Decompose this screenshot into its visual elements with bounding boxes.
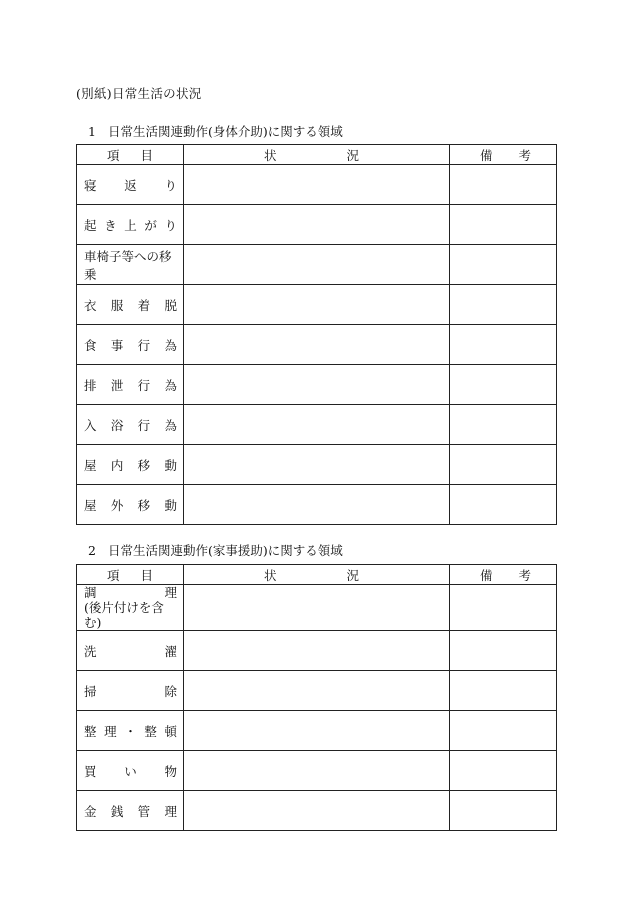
item-label-cell (77, 245, 184, 285)
item-cell-cooking: 調 理 (後片付けを含む) (77, 585, 184, 631)
item-label: 寝 返 り (84, 177, 177, 193)
section-1-number: 1 (88, 124, 96, 139)
table-row (77, 285, 557, 325)
item-label: 買 い 物 (84, 763, 177, 779)
status-cell[interactable] (184, 165, 450, 205)
table-row (77, 671, 557, 711)
section-1-heading (88, 122, 343, 140)
table-row (77, 751, 557, 791)
note-cell[interactable] (450, 405, 557, 445)
header-item: 項 目 (77, 565, 184, 585)
note-cell[interactable] (450, 365, 557, 405)
section-2-title: 日常生活関連動作(家事援助)に関する領域 (108, 543, 343, 558)
header-status: 状 況 (184, 565, 450, 585)
item-label-cell (77, 405, 184, 445)
note-cell[interactable] (450, 485, 557, 525)
table-row (77, 445, 557, 485)
note-cell[interactable] (450, 671, 557, 711)
table-row (77, 245, 557, 285)
item-label-cell (77, 445, 184, 485)
header-status: 状 況 (184, 145, 450, 165)
status-cell[interactable] (184, 405, 450, 445)
header-note: 備 考 (450, 565, 557, 585)
status-cell[interactable] (184, 585, 450, 631)
table-row (77, 165, 557, 205)
table-row (77, 585, 557, 631)
item-label-cell (77, 165, 184, 205)
item-label: 掃 除 (84, 683, 177, 699)
note-cell[interactable] (450, 205, 557, 245)
item-label-cell (77, 365, 184, 405)
item-label: 入 浴 行 為 (84, 417, 177, 433)
table-row (77, 205, 557, 245)
note-cell[interactable] (450, 751, 557, 791)
table-row (77, 485, 557, 525)
status-cell[interactable] (184, 791, 450, 831)
item-label: 車椅子等への移乗 (84, 248, 172, 282)
status-cell[interactable] (184, 245, 450, 285)
note-cell[interactable] (450, 791, 557, 831)
note-cell[interactable] (450, 711, 557, 751)
section-2-number: 2 (88, 543, 96, 558)
status-cell[interactable] (184, 631, 450, 671)
note-cell[interactable] (450, 585, 557, 631)
table-row (77, 405, 557, 445)
status-cell[interactable] (184, 205, 450, 245)
table-row (77, 791, 557, 831)
header-item: 項 目 (77, 145, 184, 165)
item-label-cell (77, 791, 184, 831)
section-2-heading (88, 541, 343, 559)
note-cell[interactable] (450, 631, 557, 671)
document-title: (別紙)日常生活の状況 (76, 86, 202, 101)
note-cell[interactable] (450, 325, 557, 365)
item-label: 金 銭 管 理 (84, 803, 177, 819)
note-cell[interactable] (450, 445, 557, 485)
item-label: 排 泄 行 為 (84, 377, 177, 393)
note-cell[interactable] (450, 285, 557, 325)
item-label: 起 き 上 が り (84, 217, 177, 233)
note-cell[interactable] (450, 165, 557, 205)
item-label: 整 理 ・ 整 頓 (84, 723, 177, 739)
section-1-title: 日常生活関連動作(身体介助)に関する領域 (108, 124, 343, 139)
item-label-cell (77, 751, 184, 791)
status-cell[interactable] (184, 325, 450, 365)
status-cell[interactable] (184, 751, 450, 791)
item-label-cell (77, 325, 184, 365)
item-label-cell (77, 205, 184, 245)
section-1-table (76, 144, 557, 525)
table-row (77, 711, 557, 751)
item-label: 食 事 行 為 (84, 337, 177, 353)
table-row (77, 365, 557, 405)
header-note: 備 考 (450, 145, 557, 165)
item-label: 屋 外 移 動 (84, 497, 177, 513)
table-header-row (77, 145, 557, 165)
status-cell[interactable] (184, 485, 450, 525)
item-label-cell (77, 631, 184, 671)
item-label: 屋 内 移 動 (84, 457, 177, 473)
table-header-row (77, 565, 557, 585)
status-cell[interactable] (184, 365, 450, 405)
status-cell[interactable] (184, 671, 450, 711)
item-label-cell (77, 671, 184, 711)
item-label-cell (77, 711, 184, 751)
item-label: 洗 濯 (84, 643, 177, 659)
item-label: 衣 服 着 脱 (84, 297, 177, 313)
note-cell[interactable] (450, 245, 557, 285)
section-2-table (76, 564, 557, 831)
status-cell[interactable] (184, 711, 450, 751)
status-cell[interactable] (184, 445, 450, 485)
item-label-cell (77, 285, 184, 325)
status-cell[interactable] (184, 285, 450, 325)
table-row (77, 325, 557, 365)
item-label-cell (77, 485, 184, 525)
table-row (77, 631, 557, 671)
